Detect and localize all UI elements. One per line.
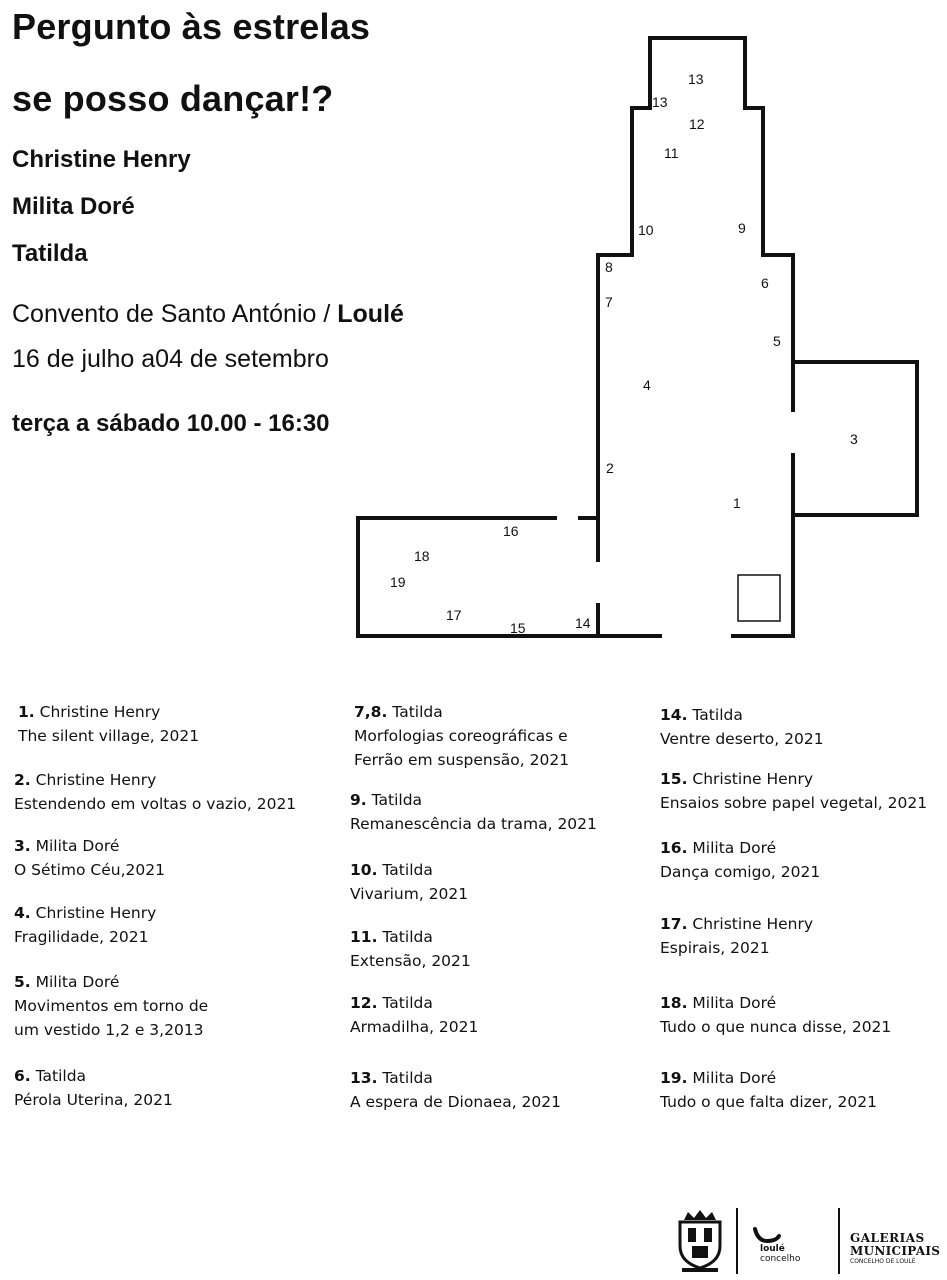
legend-number: 10. xyxy=(350,861,378,879)
room-label: 16 xyxy=(503,523,519,539)
legend-work: Dança comigo, 2021 xyxy=(660,863,821,881)
legend-artist: Christine Henry xyxy=(692,770,814,788)
room-label: 9 xyxy=(738,220,746,236)
legend-artist: Tatilda xyxy=(692,706,743,724)
legend-artist: Milita Doré xyxy=(692,839,777,857)
room-label: 15 xyxy=(510,620,526,636)
legend-work: Vivarium, 2021 xyxy=(350,885,469,903)
legend-work: Estendendo em voltas o vazio, 2021 xyxy=(14,795,297,813)
legend-work: Fragilidade, 2021 xyxy=(14,928,149,946)
legend-number: 3. xyxy=(14,837,31,855)
legend-work: Ventre deserto, 2021 xyxy=(660,730,824,748)
legend-work: A espera de Dionaea, 2021 xyxy=(350,1093,561,1111)
legend-artist: Milita Doré xyxy=(692,1069,777,1087)
legend-number: 15. xyxy=(660,770,688,788)
legend-number: 16. xyxy=(660,839,688,857)
legend-artist: Tatilda xyxy=(371,791,423,809)
room-label: 7 xyxy=(605,294,613,310)
legend-artist: Milita Doré xyxy=(35,973,120,991)
legend-artist: Tatilda xyxy=(382,928,433,946)
legend-work: Ferrão em suspensão, 2021 xyxy=(354,751,570,769)
legend-artist: Tatilda xyxy=(382,994,433,1012)
room-label: 1 xyxy=(733,495,741,511)
artist-name: Tatilda xyxy=(12,240,88,267)
legend-entry xyxy=(660,912,813,960)
legend-number: 18. xyxy=(660,994,688,1012)
room-label: 13 xyxy=(652,94,668,110)
legend-entry xyxy=(350,858,468,906)
legend-entry xyxy=(350,1066,561,1114)
concelho-logo-text xyxy=(760,1244,800,1264)
room-label: 17 xyxy=(446,607,462,623)
legend-number: 17. xyxy=(660,915,688,933)
room-label: 2 xyxy=(606,460,614,476)
room-label: 19 xyxy=(390,574,406,590)
legend-artist: Tatilda xyxy=(392,703,443,721)
room-label: 12 xyxy=(689,116,705,132)
legend-artist: Tatilda xyxy=(35,1067,87,1085)
legend-number: 5. xyxy=(14,973,31,991)
legend-entry xyxy=(350,925,471,973)
legend-number: 6. xyxy=(14,1067,31,1085)
legend-artist: Christine Henry xyxy=(39,703,161,721)
legend-entry xyxy=(14,1064,173,1112)
title-line-2: se posso dançar!? xyxy=(12,78,334,119)
legend-work: Pérola Uterina, 2021 xyxy=(14,1091,173,1109)
legend-work: Tudo o que nunca disse, 2021 xyxy=(660,1018,892,1036)
room-label: 14 xyxy=(575,615,591,631)
legend-number: 2. xyxy=(14,771,31,789)
room-label: 18 xyxy=(414,548,430,564)
floor-plan-square xyxy=(738,575,780,621)
legend-work: um vestido 1,2 e 3,2013 xyxy=(14,1021,204,1039)
legend-work: O Sétimo Céu,2021 xyxy=(14,861,165,879)
room-label: 10 xyxy=(638,222,654,238)
legend-entry xyxy=(354,700,569,772)
concelho-line-2: concelho xyxy=(760,1254,801,1264)
venue-city: Loulé xyxy=(337,300,404,328)
coat-of-arms-icon xyxy=(670,1206,730,1274)
legend-entry xyxy=(660,767,927,815)
legend-number: 11. xyxy=(350,928,378,946)
legend-artist: Milita Doré xyxy=(35,837,120,855)
legend-number: 14. xyxy=(660,706,688,724)
legend-number: 4. xyxy=(14,904,31,922)
room-label: 8 xyxy=(605,259,613,275)
legend-number: 12. xyxy=(350,994,378,1012)
legend-entry xyxy=(14,768,296,816)
legend-work: The silent village, 2021 xyxy=(18,727,200,745)
legend-work: Extensão, 2021 xyxy=(350,952,471,970)
opening-hours: terça a sábado 10.00 - 16:30 xyxy=(12,410,330,437)
legend-artist: Christine Henry xyxy=(35,904,157,922)
legend-artist: Tatilda xyxy=(382,1069,433,1087)
legend-entry xyxy=(14,901,156,949)
legend-artist: Christine Henry xyxy=(35,771,157,789)
room-label: 11 xyxy=(664,145,679,161)
room-label: 13 xyxy=(688,71,704,87)
legend-entry xyxy=(14,970,208,1042)
galerias-municipais-logo xyxy=(850,1232,940,1266)
legend-entry xyxy=(14,834,165,882)
legend-work: Remanescência da trama, 2021 xyxy=(350,815,597,833)
legend-entry xyxy=(660,836,820,884)
artist-name: Milita Doré xyxy=(12,193,135,220)
legend-work: Movimentos em torno de xyxy=(14,997,209,1015)
legend-number: 7,8. xyxy=(354,703,388,721)
legend-work: Tudo o que falta dizer, 2021 xyxy=(660,1093,877,1111)
legend-artist: Christine Henry xyxy=(692,915,814,933)
logo-divider xyxy=(838,1208,840,1274)
legend-entry xyxy=(660,991,891,1039)
room-label: 4 xyxy=(643,377,651,393)
legend-artist: Milita Doré xyxy=(692,994,777,1012)
title-line-1: Pergunto às estrelas xyxy=(12,6,371,47)
footer-logos xyxy=(660,1200,947,1280)
legend-number: 13. xyxy=(350,1069,378,1087)
floor-plan-labels xyxy=(390,71,858,636)
galerias-line-2: MUNICIPAIS xyxy=(850,1244,941,1258)
floor-plan-walls xyxy=(358,38,917,636)
legend-number: 1. xyxy=(18,703,35,721)
legend-artist: Tatilda xyxy=(382,861,433,879)
room-label: 5 xyxy=(773,333,781,349)
galerias-line-3: CONCELHO DE LOULÉ xyxy=(850,1258,916,1265)
legend-number: 9. xyxy=(350,791,367,809)
legend-entry xyxy=(660,703,824,751)
artist-name: Christine Henry xyxy=(12,146,191,173)
logo-divider xyxy=(736,1208,738,1274)
room-label: 6 xyxy=(761,275,769,291)
legend-entry xyxy=(350,788,597,836)
legend-number: 19. xyxy=(660,1069,688,1087)
legend-work: Armadilha, 2021 xyxy=(350,1018,479,1036)
exhibition-dates: 16 de julho a04 de setembro xyxy=(12,345,329,373)
galerias-line-1: GALERIAS xyxy=(850,1231,925,1245)
room-label: 3 xyxy=(850,431,858,447)
legend-entry xyxy=(18,700,199,748)
legend-work: Morfologias coreográficas e xyxy=(354,727,568,745)
legend-entry xyxy=(350,991,478,1039)
loule-concelho-logo-icon xyxy=(752,1226,782,1244)
legend-entry xyxy=(660,1066,877,1114)
legend-work: Ensaios sobre papel vegetal, 2021 xyxy=(660,794,928,812)
venue-text: Convento de Santo António / xyxy=(12,300,338,328)
legend-work: Espirais, 2021 xyxy=(660,939,770,957)
concelho-line-1: loulé xyxy=(760,1244,785,1254)
